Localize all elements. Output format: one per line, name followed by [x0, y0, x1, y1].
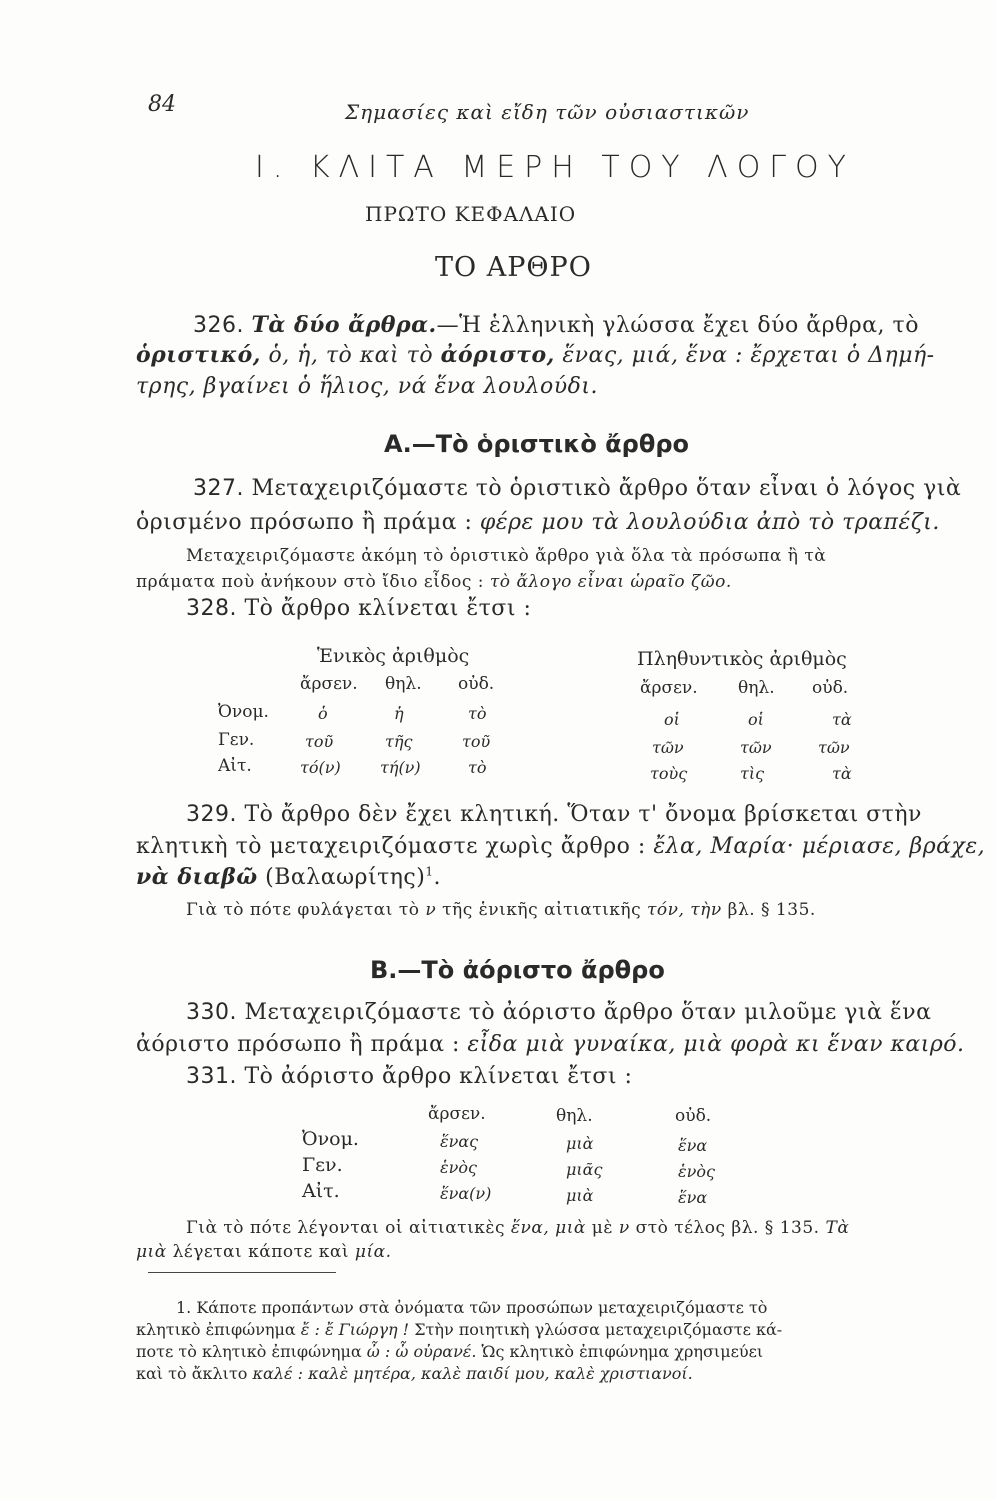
paragraph-327-line-2 [136, 510, 940, 535]
page-number: 84 [148, 92, 176, 117]
bold-term: ἀόριστο, [440, 342, 555, 368]
table-cell: τῆς [385, 732, 413, 751]
paragraph-text: μὲ [585, 1218, 619, 1238]
paragraph-number: 329. [186, 802, 237, 827]
paragraph-number: 326. [193, 313, 244, 338]
section-a-heading: Α.—Τὸ ὁριστικὸ ἄρθρο [384, 430, 690, 458]
footnote-divider [148, 1272, 336, 1273]
gender-label: θηλ. [556, 1106, 593, 1126]
table-cell: τῶν [818, 738, 850, 757]
table-cell: τῶν [740, 738, 772, 757]
paragraph-text: (Βαλαωρίτης) [257, 865, 426, 890]
table-cell: ὁ [318, 704, 328, 723]
example-text: ἕνα, μιὰ [510, 1218, 586, 1238]
table-cell: οἱ [748, 710, 764, 729]
example-text: τόν, τὴν [647, 900, 722, 920]
paragraph-text: Ὡς κλητικὸ ἐπιφώνημα χρησιμεύει [476, 1342, 764, 1361]
gender-label: θηλ. [385, 674, 422, 694]
example-text: νὰ διαβῶ [136, 864, 258, 890]
case-label: Αἰτ. [302, 1180, 340, 1202]
table-cell: τοῦ [305, 732, 334, 751]
paragraph-text: βλ. § 135. [721, 900, 816, 920]
paragraph-327-line-1 [193, 476, 961, 501]
paragraph-number: 328. [186, 596, 237, 621]
part-title: Ι. ΚΛΙΤΑ ΜΕΡΗ ΤΟΥ ΛΟΓΟΥ [255, 150, 855, 185]
gender-label: ἄρσεν. [640, 678, 698, 698]
paragraph-331-note-line-2 [136, 1242, 392, 1262]
table-cell: ἕνα(ν) [440, 1184, 492, 1203]
paragraph-heading: Τὰ δύο ἄρθρα. [251, 312, 437, 338]
table-cell: τὰ [832, 710, 852, 729]
paragraph-329-line-3: νὰ διαβῶ $(B\alpha\lambda\alpha\omega\rho ί\tau\eta\varsigma)^1$. [136, 864, 441, 890]
paragraph-text: Γιὰ τὸ πότε λέγονται οἱ αἰτιατικὲς [186, 1218, 511, 1238]
gender-label: θηλ. [738, 678, 775, 698]
table-cell: μιὰ [566, 1134, 594, 1153]
paragraph-text: Γιὰ τὸ πότε φυλάγεται τὸ [186, 900, 426, 920]
case-label: Ὀνομ. [218, 702, 269, 722]
table-cell: τό(ν) [300, 758, 341, 777]
paragraph-329-line-4 [186, 900, 816, 920]
paragraph-text: στὸ τέλος βλ. § 135. [629, 1218, 826, 1238]
case-label: Ὀνομ. [302, 1128, 359, 1150]
example-text: ὦ : ὦ οὐρανέ. [366, 1342, 477, 1361]
paragraph-331-note-line-1 [186, 1218, 849, 1238]
example-text: ἔ : ἔ Γιώργη ! [300, 1320, 410, 1339]
footnote-line-3 [136, 1342, 763, 1361]
example-text: ν [425, 900, 437, 920]
gender-label: ἄρσεν. [428, 1104, 486, 1124]
paragraph-text: πράματα ποὺ ἀνήκουν στὸ ἴδιο εἶδος : [136, 572, 490, 592]
paragraph-330-line-2 [136, 1032, 965, 1057]
table-cell: τῶν [652, 738, 684, 757]
paragraph-number: 327. [193, 476, 244, 501]
table-cell: τοὺς [650, 764, 688, 783]
table-cell: τοῦ [462, 732, 491, 751]
article-title: ΤΟ ΑΡΘΡΟ [435, 252, 592, 283]
table-cell: τὸ [468, 704, 487, 723]
gender-label: οὐδ. [458, 674, 495, 694]
paragraph-text: κλητικὸ ἐπιφώνημα [136, 1320, 301, 1339]
bold-term: ὁριστικό, [136, 342, 261, 368]
table-cell: μιὰ [566, 1186, 594, 1205]
table-cell: ἕνα [678, 1188, 708, 1207]
section-b-heading: Β.—Τὸ ἀόριστο ἄρθρο [370, 956, 665, 984]
table-cell: τή(ν) [380, 758, 421, 777]
example-text: ἔλα, Μαρία· μέριασε, βράχε, [653, 834, 986, 859]
example-text: ἕνας, μιά, ἕνα : ἔρχεται ὁ Δημή- [554, 343, 935, 368]
example-text: καλέ : καλὲ μητέρα, καλὲ παιδί μου, καλὲ χριστιανοί. [252, 1364, 693, 1383]
paragraph-330-line-1 [186, 1000, 931, 1025]
paragraph-326-line-2 [136, 342, 935, 368]
paragraph-text: Τὸ ἄρθρο κλίνεται ἔτσι : [236, 596, 532, 621]
footnote-line-1: 1. Κάποτε προπάντων στὰ ὀνόματα τῶν προσώπων μεταχειριζόμαστε τὸ [176, 1298, 768, 1317]
table-cell: οἱ [664, 710, 680, 729]
example-text: ν [618, 1218, 630, 1238]
gender-label: ἄρσεν. [300, 674, 358, 694]
case-label: Γεν. [302, 1154, 343, 1176]
paragraph-328 [186, 596, 531, 621]
gender-label: οὐδ. [675, 1106, 712, 1126]
paragraph-327-line-3: Μεταχειριζόμαστε ἀκόμη τὸ ὁριστικὸ ἄρθρο γιὰ ὅλα τὰ πρόσωπα ἢ τὰ [186, 546, 827, 566]
example-text: φέρε μου τὰ λουλούδια ἀπὸ τὸ τραπέζι. [479, 510, 940, 535]
example-text: τὸ ἄλογο εἶναι ὡραῖο ζῶο. [489, 572, 732, 592]
example-text: μιὰ [136, 1242, 167, 1262]
plural-heading: Πληθυντικὸς ἀριθμὸς [637, 648, 847, 670]
singular-heading: Ἑνικὸς ἀριθμὸς [317, 645, 470, 667]
footnote-line-2 [136, 1320, 782, 1339]
footnote-marker: 1 [425, 864, 434, 879]
paragraph-text: Τὸ ἄρθρο δὲν ἔχει κλητική. Ὅταν τ' ὄνομα βρίσκεται στὴν [236, 802, 922, 827]
paragraph-number: 331. [186, 1064, 237, 1089]
table-cell: τὰ [832, 764, 852, 783]
chapter-title: ΠΡΩΤΟ ΚΕΦΑΛΑΙΟ [365, 202, 577, 226]
paragraph-text: τῆς ἑνικῆς αἰτιατικῆς [436, 900, 647, 920]
table-cell: ἑνὸς [440, 1158, 477, 1177]
paragraph-text: κλητικὴ τὸ μεταχειριζόμαστε χωρὶς ἄρθρο : [136, 834, 654, 859]
paragraph-329-line-2 [136, 834, 985, 859]
case-label: Γεν. [218, 730, 255, 750]
paragraph-text: ποτε τὸ κλητικὸ ἐπιφώνημα [136, 1342, 367, 1361]
paragraph-text: λέγεται κάποτε καὶ [166, 1242, 355, 1262]
paragraph-text: Στὴν ποιητικὴ γλώσσα μεταχειριζόμαστε κά- [409, 1320, 783, 1339]
running-title: Σημασίες καὶ εἴδη τῶν οὐσιαστικῶν [345, 100, 750, 124]
paragraph-326-line-1 [193, 312, 919, 338]
paragraph-number: 330. [186, 1000, 237, 1025]
example-text: εἶδα μιὰ γυναίκα, μιὰ φορὰ κι ἕναν καιρό. [467, 1032, 965, 1057]
footnote-line-4 [136, 1364, 693, 1383]
paragraph-329-line-1 [186, 802, 922, 827]
paragraph-text: —Ἡ ἑλληνικὴ γλώσσα ἔχει δύο ἄρθρα, τὸ [436, 313, 919, 338]
table-cell: ἕνας [440, 1132, 479, 1151]
table-cell: τὸ [468, 758, 487, 777]
paragraph-text: ἀόριστο πρόσωπο ἢ πράμα : [136, 1032, 468, 1057]
table-cell: ἕνα [678, 1136, 708, 1155]
example-text: Τὰ [825, 1218, 850, 1238]
table-cell: μιᾶς [566, 1160, 603, 1179]
case-label: Αἰτ. [218, 756, 252, 776]
paragraph-331 [186, 1064, 632, 1089]
example-text: μία. [354, 1242, 392, 1262]
table-cell: ἡ [394, 704, 404, 723]
paragraph-327-line-4 [136, 572, 732, 592]
table-cell: ἑνὸς [678, 1162, 715, 1181]
paragraph-text: καὶ τὸ ἄκλιτο [136, 1364, 253, 1383]
paragraph-text: ὁ, ἡ, τὸ καὶ τὸ [260, 343, 441, 368]
paragraph-text: Μεταχειριζόμαστε τὸ ἀόριστο ἄρθρο ὅταν μιλοῦμε γιὰ ἕνα [236, 1000, 932, 1025]
table-cell: τὶς [740, 764, 765, 783]
paragraph-text: Τὸ ἀόριστο ἄρθρο κλίνεται ἔτσι : [236, 1064, 633, 1089]
paragraph-text: ὁρισμένο πρόσωπο ἢ πράμα : [136, 510, 480, 535]
gender-label: οὐδ. [812, 678, 849, 698]
paragraph-text: Μεταχειριζόμαστε τὸ ὁριστικὸ ἄρθρο ὅταν εἶναι ὁ λόγος γιὰ [243, 476, 962, 501]
paragraph-326-line-3: τρης, βγαίνει ὁ ἥλιος, νά ἕνα λουλούδι. [136, 374, 599, 399]
